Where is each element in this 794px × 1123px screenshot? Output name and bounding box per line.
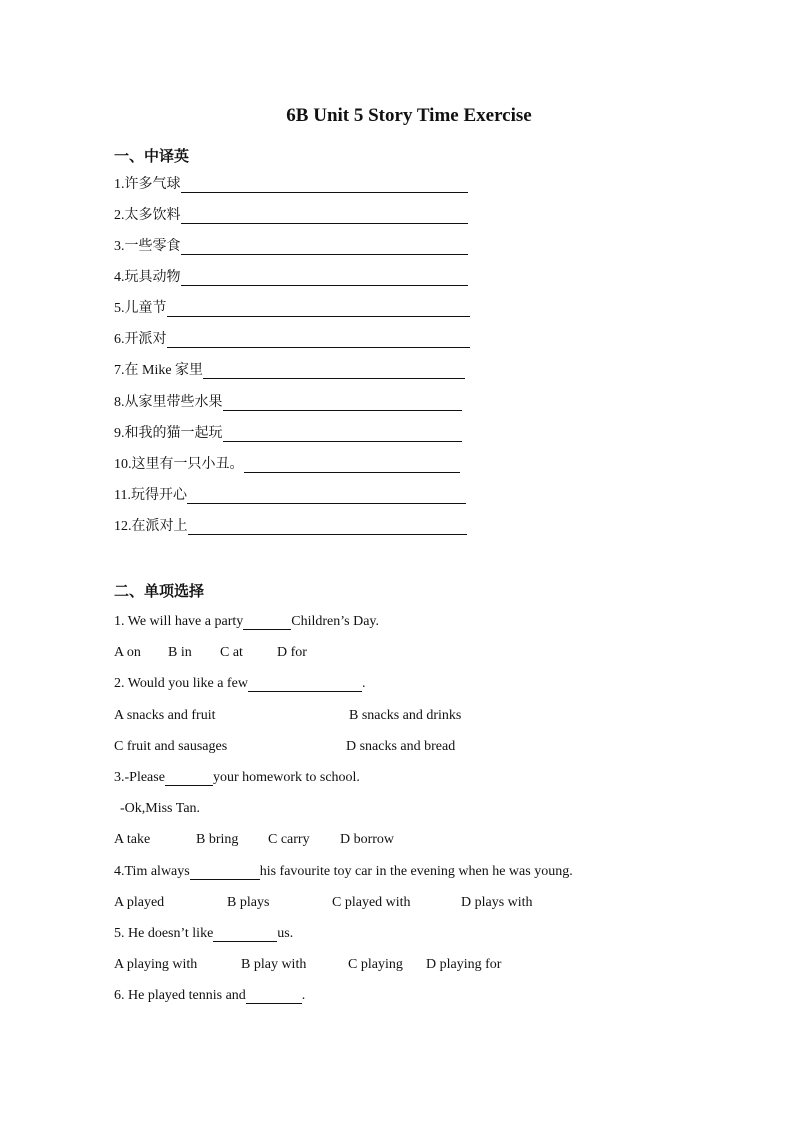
answer-blank[interactable] bbox=[187, 489, 466, 504]
option-c[interactable]: C at bbox=[220, 645, 243, 660]
translation-item: 3.一些零食 bbox=[114, 237, 468, 257]
option-c[interactable]: C carry bbox=[268, 832, 310, 847]
translation-item: 11.玩得开心 bbox=[114, 486, 466, 506]
option-a[interactable]: A playing with bbox=[114, 957, 198, 972]
option-d[interactable]: D plays with bbox=[461, 895, 533, 910]
translation-item: 5.儿童节 bbox=[114, 299, 470, 319]
option-b[interactable]: B play with bbox=[241, 957, 307, 972]
dialogue-reply: -Ok,Miss Tan. bbox=[120, 801, 201, 816]
section-1-heading: 一、中译英 bbox=[114, 147, 190, 165]
option-a[interactable]: A on bbox=[114, 645, 141, 660]
option-b[interactable]: B plays bbox=[227, 895, 270, 910]
option-b[interactable]: B snacks and drinks bbox=[349, 708, 462, 723]
translation-item: 10.这里有一只小丑。 bbox=[114, 455, 460, 475]
answer-blank[interactable] bbox=[223, 427, 462, 442]
option-b[interactable]: B bring bbox=[196, 832, 239, 847]
question-6: 6. He played tennis and . bbox=[114, 988, 306, 1003]
translation-item: 7.在 Mike 家里 bbox=[114, 361, 465, 381]
option-d[interactable]: D playing for bbox=[426, 957, 502, 972]
question-1: 1. We will have a party Children’s Day. bbox=[114, 614, 379, 629]
translation-item: 2.太多饮料 bbox=[114, 206, 468, 226]
option-a[interactable]: A take bbox=[114, 832, 151, 847]
translation-item: 4.玩具动物 bbox=[114, 268, 468, 288]
answer-blank[interactable] bbox=[181, 178, 468, 193]
answer-blank[interactable] bbox=[244, 458, 460, 473]
section-2-heading: 二、单项选择 bbox=[114, 582, 205, 600]
answer-blank[interactable] bbox=[190, 865, 260, 880]
option-c[interactable]: C playing bbox=[348, 957, 403, 972]
answer-blank[interactable] bbox=[167, 333, 470, 348]
translation-item: 8.从家里带些水果 bbox=[114, 393, 462, 413]
translation-item: 6.开派对 bbox=[114, 330, 470, 350]
translation-item: 9.和我的猫一起玩 bbox=[114, 424, 462, 444]
option-d[interactable]: D borrow bbox=[340, 832, 395, 847]
question-4: 4.Tim always his favourite toy car in the evening when he was young. bbox=[114, 864, 573, 879]
answer-blank[interactable] bbox=[246, 989, 302, 1004]
answer-blank[interactable] bbox=[223, 396, 462, 411]
translation-item: 1.许多气球 bbox=[114, 175, 468, 195]
option-d[interactable]: D snacks and bread bbox=[346, 739, 456, 754]
answer-blank[interactable] bbox=[248, 677, 362, 692]
option-d[interactable]: D for bbox=[277, 645, 307, 660]
answer-blank[interactable] bbox=[243, 615, 291, 630]
answer-blank[interactable] bbox=[181, 240, 468, 255]
answer-blank[interactable] bbox=[188, 520, 467, 535]
answer-blank[interactable] bbox=[203, 364, 465, 379]
page-title: 6B Unit 5 Story Time Exercise bbox=[286, 105, 532, 126]
question-5: 5. He doesn’t like us. bbox=[114, 926, 294, 941]
option-a[interactable]: A snacks and fruit bbox=[114, 708, 216, 723]
answer-blank[interactable] bbox=[181, 209, 468, 224]
translation-item: 12.在派对上 bbox=[114, 517, 467, 537]
answer-blank[interactable] bbox=[181, 271, 468, 286]
question-3: 3.-Please your homework to school. bbox=[114, 770, 360, 785]
answer-blank[interactable] bbox=[167, 302, 470, 317]
answer-blank[interactable] bbox=[165, 771, 213, 786]
option-b[interactable]: B in bbox=[168, 645, 192, 660]
answer-blank[interactable] bbox=[213, 927, 277, 942]
option-a[interactable]: A played bbox=[114, 895, 165, 910]
option-c[interactable]: C played with bbox=[332, 895, 411, 910]
question-2: 2. Would you like a few . bbox=[114, 676, 366, 691]
option-c[interactable]: C fruit and sausages bbox=[114, 739, 228, 754]
